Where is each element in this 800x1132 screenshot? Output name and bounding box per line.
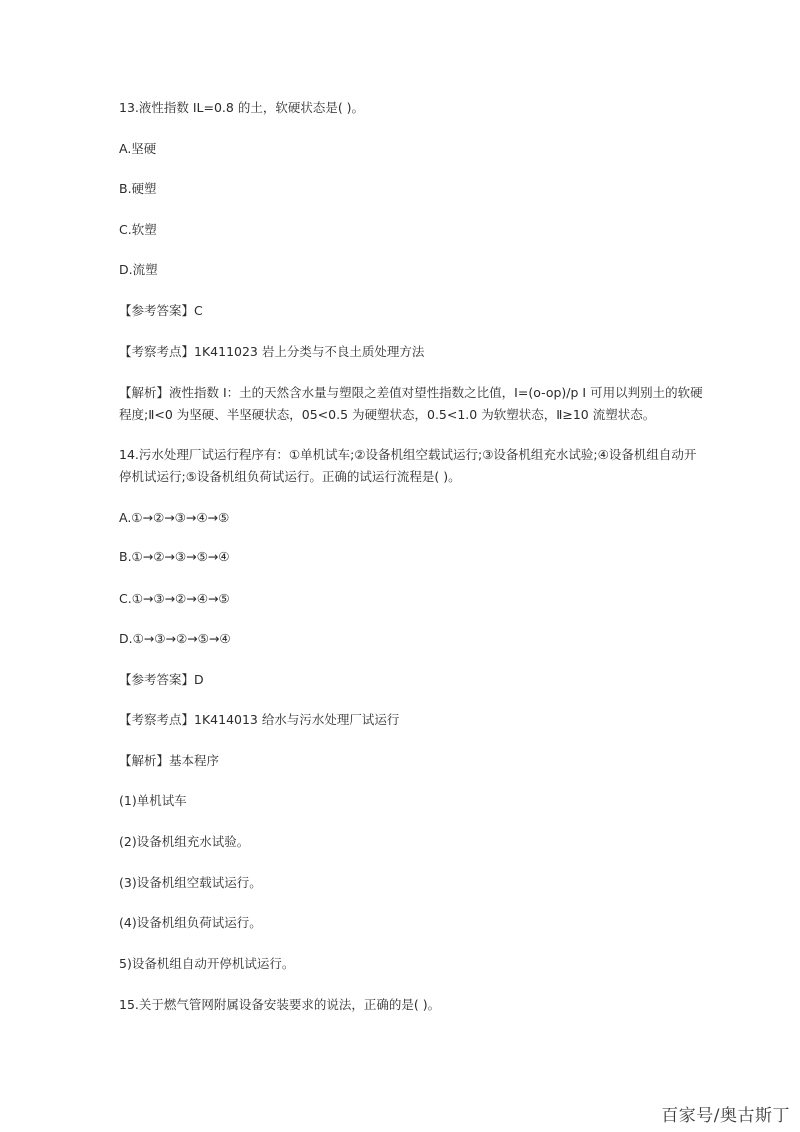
q14-exam-point <box>119 710 399 730</box>
q14-step: (4)设备机组负荷试运行。 <box>119 915 262 930</box>
question-14-line-1: 14.污水处理厂试运行程序有：①单机试车;②设备机组空载试运行;③设备机组充水试验;④设备机组自动开 <box>119 447 697 462</box>
answer-value: D <box>194 672 204 687</box>
analysis-label: 【解析】 <box>119 753 170 768</box>
answer-value: C <box>194 303 203 318</box>
q14-option-d: D.①→③→②→⑤→④ <box>119 631 231 646</box>
q13-option-c: C.软塑 <box>119 222 157 237</box>
q13-option-a: A.坚硬 <box>119 141 157 156</box>
exam-point-label: 【考察考点】 <box>119 344 195 359</box>
analysis-line-2: 程度;Ⅱ<0 为坚硬、半坚硬状态，05<0.5 为硬塑状态，0.5<1.0 为软塑状态，Ⅱ≥10 流塑状态。 <box>119 407 656 422</box>
q14-step: (1)单机试车 <box>119 793 187 808</box>
answer-label: 【参考答案】 <box>119 672 195 687</box>
question-14-line-2: 停机试运行;⑤设备机组负荷试运行。正确的试运行流程是( )。 <box>119 469 461 484</box>
q14-analysis <box>119 751 219 771</box>
q13-exam-point <box>119 342 424 362</box>
q14-step: 5)设备机组自动开停机试运行。 <box>119 956 295 971</box>
q14-step: (3)设备机组空载试运行。 <box>119 875 262 890</box>
q13-analysis <box>119 382 703 426</box>
analysis-label: 【解析】 <box>119 385 170 400</box>
q14-step: (2)设备机组充水试验。 <box>119 834 250 849</box>
question-13: 13.液性指数 IL=0.8 的土，软硬状态是( )。 <box>119 100 365 115</box>
q14-option-a: A.①→②→③→④→⑤ <box>119 510 230 525</box>
q13-option-b: B.硬塑 <box>119 181 157 196</box>
answer-label: 【参考答案】 <box>119 303 195 318</box>
q14-option-c: C.①→③→②→④→⑤ <box>119 591 230 606</box>
exam-point-label: 【考察考点】 <box>119 712 195 727</box>
q13-option-d: D.流塑 <box>119 262 158 277</box>
analysis-value: 基本程序 <box>169 753 220 768</box>
q14-option-b: B.①→②→③→⑤→④ <box>119 549 230 564</box>
watermark: 百家号/奥古斯丁 <box>661 1106 790 1126</box>
question-15: 15.关于燃气管网附属设备安装要求的说法，正确的是( )。 <box>119 997 441 1012</box>
exam-point-value: 1K411023 岩上分类与不良土质处理方法 <box>194 344 425 359</box>
q14-answer <box>119 670 204 690</box>
q13-answer <box>119 301 203 321</box>
question-14 <box>119 444 697 488</box>
exam-point-value: 1K414013 给水与污水处理厂试运行 <box>194 712 400 727</box>
analysis-line-1: 【解析】液性指数 I：土的天然含水量与塑限之差值对望性指数之比值，I=(o-op)/p I 可用以判别土的软硬 <box>119 385 703 400</box>
